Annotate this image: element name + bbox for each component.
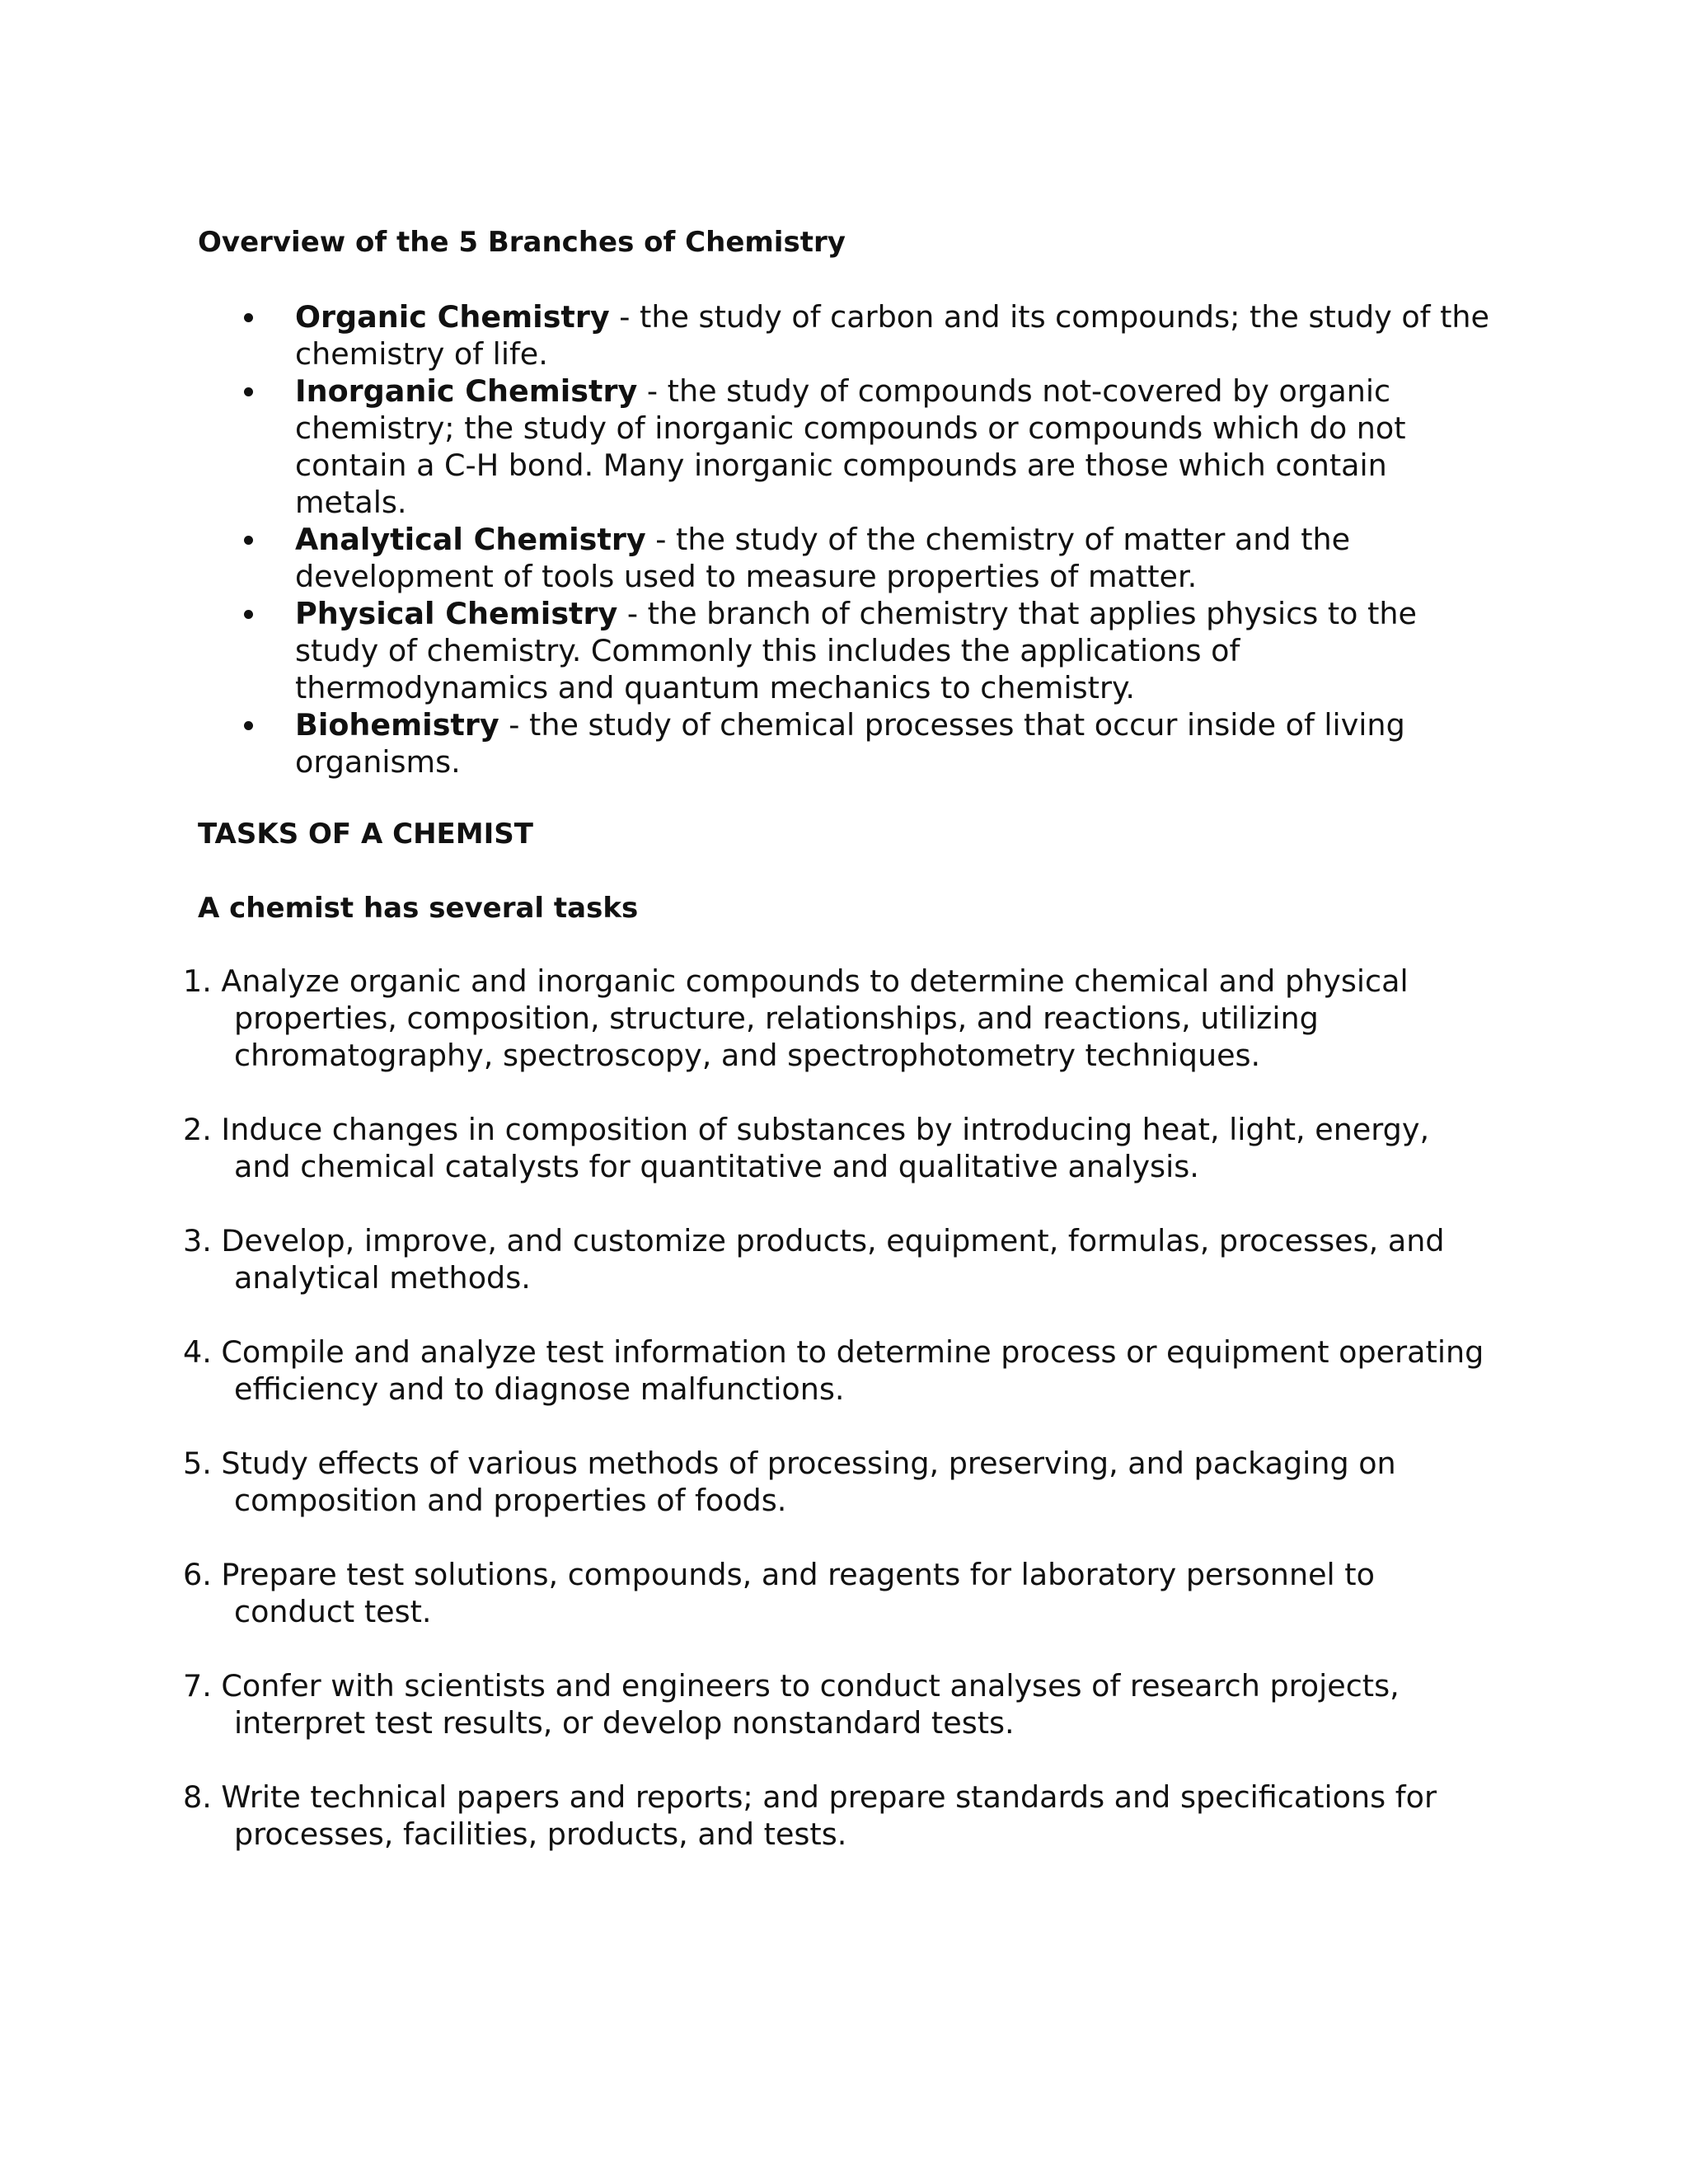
list-item <box>295 373 1490 521</box>
several-tasks-heading: A chemist has several tasks <box>198 892 639 925</box>
tasks-list <box>183 963 1493 1890</box>
branch-description: - the study of the chemistry of matter and the development of tools used to measure properties of matter. <box>295 522 1351 594</box>
list-item <box>295 521 1490 595</box>
task-item: 8. Write technical papers and reports; and prepare standards and specifications for processes, facilities, products, and tests. <box>183 1779 1437 1852</box>
task-item: 1. Analyze organic and inorganic compounds to determine chemical and physical properties, composition, structure, relationships, and reactions, utilizing chromatography, spectroscopy, and spectrophotometry techniques. <box>183 963 1409 1073</box>
task-item: 7. Confer with scientists and engineers to conduct analyses of research projects, interpret test results, or develop nonstandard tests. <box>183 1668 1400 1741</box>
branch-description: - the study of carbon and its compounds; the study of the chemistry of life. <box>295 299 1490 372</box>
task-item: 3. Develop, improve, and customize products, equipment, formulas, processes, and analytical methods. <box>183 1223 1445 1296</box>
task-item: 2. Induce changes in composition of substances by introducing heat, light, energy, and chemical catalysts for quantitative and qualitative analysis. <box>183 1112 1430 1184</box>
list-item <box>295 298 1490 373</box>
overview-heading: Overview of the 5 Branches of Chemistry <box>198 226 846 259</box>
bullet-icon <box>244 610 253 619</box>
branch-term: Analytical Chemistry <box>295 522 646 557</box>
list-item <box>295 595 1490 706</box>
task-item: 6. Prepare test solutions, compounds, and reagents for laboratory personnel to conduct test. <box>183 1557 1375 1629</box>
branch-term: Biohemistry <box>295 707 499 743</box>
bullet-icon <box>244 721 253 730</box>
tasks-heading: TASKS OF A CHEMIST <box>198 818 533 851</box>
branch-term: Inorganic Chemistry <box>295 373 638 409</box>
branch-term: Organic Chemistry <box>295 299 610 335</box>
branches-list <box>295 298 1490 780</box>
bullet-icon <box>244 536 253 545</box>
branch-description: - the branch of chemistry that applies physics to the study of chemistry. Commonly this includes the applications of thermodynamics and quantum mechanics to chemistry. <box>295 596 1418 705</box>
branch-description: - the study of chemical processes that occur inside of living organisms. <box>295 707 1405 780</box>
task-item: 5. Study effects of various methods of processing, preserving, and packaging on composition and properties of foods. <box>183 1446 1396 1518</box>
list-item <box>295 706 1490 780</box>
bullet-icon <box>244 387 253 396</box>
branch-term: Physical Chemistry <box>295 596 618 631</box>
branch-description: - the study of compounds not-covered by organic chemistry; the study of inorganic compounds or compounds which do not contain a C-H bond. Many inorganic compounds are those which contain metals. <box>295 373 1406 520</box>
task-item: 4. Compile and analyze test information to determine process or equipment operating efficiency and to diagnose malfunctions. <box>183 1334 1484 1407</box>
bullet-icon <box>244 313 253 322</box>
